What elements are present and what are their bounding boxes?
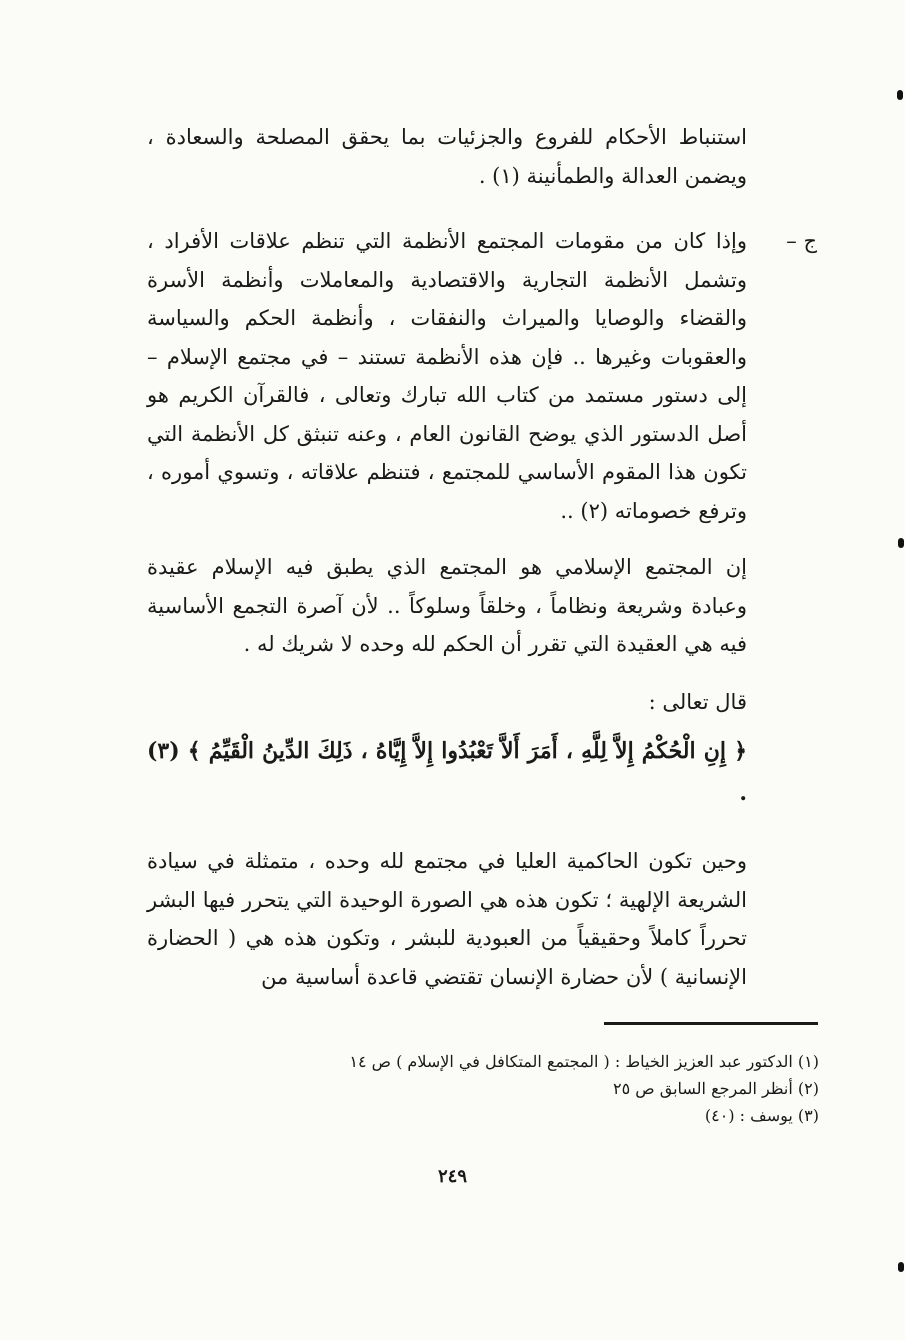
quranic-verse: ﴿ إِنِ الْحُكْمُ إِلاَّ لِلَّهِ ، أَمَرَ أَلاَّ تَعْبُدُوا إِلاَّ إِيَّاهُ ، ذَلِكَ الدِّينُ الْقَيِّمُ ﴾ (٣) . (147, 738, 747, 806)
footnote-2: (٢) أنظر المرجع السابق ص ٢٥ (613, 1079, 819, 1098)
paragraph-1: استنباط الأحكام للفروع والجزئيات بما يحقق المصلحة والسعادة ، ويضمن العدالة والطمأنينة (١) . (147, 125, 747, 188)
page-number: ٢٤٩ (437, 1166, 467, 1187)
scan-artifact-mark (898, 538, 904, 548)
footnote-1: (١) الدكتور عبد العزيز الخياط : ( المجتمع المتكافل في الإسلام ) ص ١٤ (349, 1052, 819, 1071)
paragraph-2: وإذا كان من مقومات المجتمع الأنظمة التي تنظم علاقات الأفراد ، وتشمل الأنظمة التجارية والاقتصادية والمعاملات وأنظمة الأسرة والقضاء والوصايا والميراث والنفقات ، وأنظمة الحكم والسياسة والعقوبات وغيرها .. فإن هذه الأنظمة تستند – في مجتمع الإسلام – إلى دستور مستمد من كتاب الله تبارك وتعالى ، فالقرآن الكريم هو أصل الدستور الذي يوضح القانون العام ، وعنه تنبثق كل الأنظمة التي تكون هذا المقوم الأساسي للمجتمع ، فتنظم علاقاته ، وتسوي أموره ، وترفع خصوماته (٢) .. (147, 229, 747, 523)
quote-intro: قال تعالى : (648, 690, 747, 714)
footnotes (259, 1048, 819, 1129)
scan-artifact-mark (897, 90, 903, 100)
paragraph-3: إن المجتمع الإسلامي هو المجتمع الذي يطبق فيه الإسلام عقيدة وعبادة وشريعة ونظاماً ، وخلقاً وسلوكاً .. لأن آصرة التجمع الأساسية فيه هي العقيدة التي تقرر أن الحكم لله وحده لا شريك له . (147, 555, 747, 656)
footnote-divider (604, 1022, 818, 1025)
footnote-3: (٣) يوسف : (٤٠) (704, 1106, 819, 1125)
paragraph-4: وحين تكون الحاكمية العليا في مجتمع لله وحده ، متمثلة في سيادة الشريعة الإلهية ؛ تكون هذه هي الصورة الوحيدة التي يتحرر فيها البشر تحرراً كاملاً وحقيقياً من العبودية للبشر ، وتكون هذه هي ( الحضارة الإنسانية ) لأن حضارة الإنسان تقتضي قاعدة أساسية من (147, 849, 747, 989)
scan-artifact-mark (898, 1262, 904, 1272)
section-marker: ج – (786, 229, 817, 253)
